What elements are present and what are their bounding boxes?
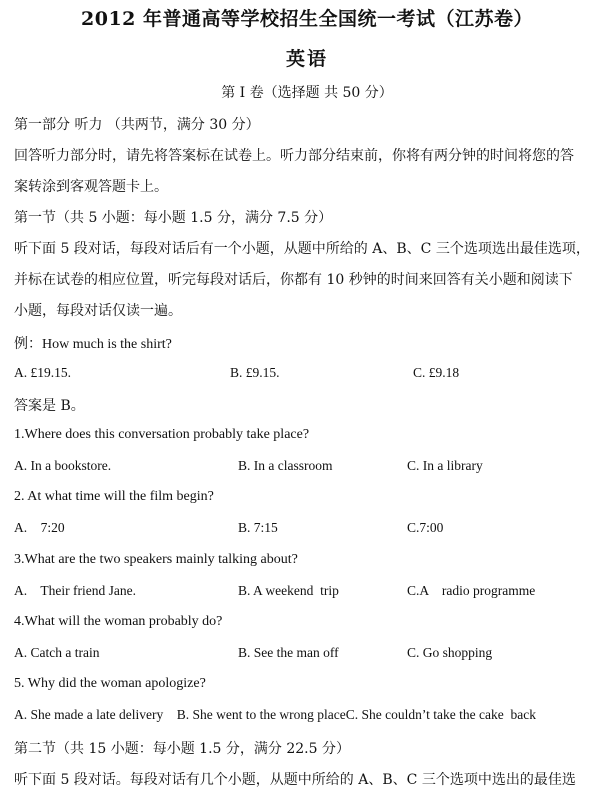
example-question: 例：How much is the shirt? xyxy=(14,337,172,352)
example-option-c: C. £9.18 xyxy=(413,365,460,380)
section1-heading: 第一节（共 5 小题：每小题 1.5 分，满分 7.5 分） xyxy=(14,210,333,226)
q4-option-c: C. Go shopping xyxy=(407,645,493,660)
part1-intro-line2: 案转涂到客观答题卡上。 xyxy=(14,179,168,195)
section2-intro-line1: 听下面 5 段对话。每段对话有几个小题，从题中所给的 A、B、C 三个选项中选出的最佳选 xyxy=(14,772,576,788)
section1-intro-line3: 小题，每段对话仅读一遍。 xyxy=(14,303,182,319)
subject-title: 英语 xyxy=(285,48,328,70)
q3-option-c: C.A radio programme xyxy=(407,583,536,598)
volume-heading: 第 I 卷（选择题 共 50 分） xyxy=(221,85,393,101)
question-2: 2. At what time will the film begin? xyxy=(14,489,214,504)
q1-option-b: B. In a classroom xyxy=(238,458,333,473)
q4-option-b: B. See the man off xyxy=(238,645,339,660)
question-1: 1.Where does this conversation probably take place? xyxy=(14,427,310,442)
section1-intro-line1: 听下面 5 段对话，每段对话后有一个小题，从题中所给的 A、B、C 三个选项选出最佳选项， xyxy=(14,241,590,257)
q1-option-a: A. In a bookstore. xyxy=(14,458,112,473)
q3-option-b: B. A weekend trip xyxy=(238,583,339,598)
q2-option-c: C.7:00 xyxy=(407,520,444,535)
q5-options: A. She made a late delivery B. She went to the wrong placeC. She couldn’t take the cake back xyxy=(14,707,536,722)
part1-intro-line1: 回答听力部分时，请先将答案标在试卷上。听力部分结束前，你将有两分钟的时间将您的答 xyxy=(14,148,574,164)
question-5: 5. Why did the woman apologize? xyxy=(14,676,206,691)
q3-option-a: A. Their friend Jane. xyxy=(14,583,136,598)
example-option-a: A. £19.15. xyxy=(14,365,71,380)
example-answer: 答案是 B。 xyxy=(14,398,85,414)
q2-option-b: B. 7:15 xyxy=(238,520,278,535)
q2-option-a: A. 7:20 xyxy=(14,520,65,535)
q4-option-a: A. Catch a train xyxy=(14,645,100,660)
question-4: 4.What will the woman probably do? xyxy=(14,614,223,629)
example-option-b: B. £9.15. xyxy=(230,365,280,380)
q1-option-c: C. In a library xyxy=(407,458,483,473)
section1-intro-line2: 并标在试卷的相应位置，听完每段对话后，你都有 10 秒钟的时间来回答有关小题和阅读下 xyxy=(14,272,573,288)
section2-heading: 第二节（共 15 小题：每小题 1.5 分，满分 22.5 分） xyxy=(14,741,350,757)
part1-heading: 第一部分 听力 （共两节，满分 30 分） xyxy=(14,117,260,133)
question-3: 3.What are the two speakers mainly talking about? xyxy=(14,552,298,567)
exam-title: 2012 年普通高等学校招生全国统一考试（江苏卷） xyxy=(81,8,533,30)
